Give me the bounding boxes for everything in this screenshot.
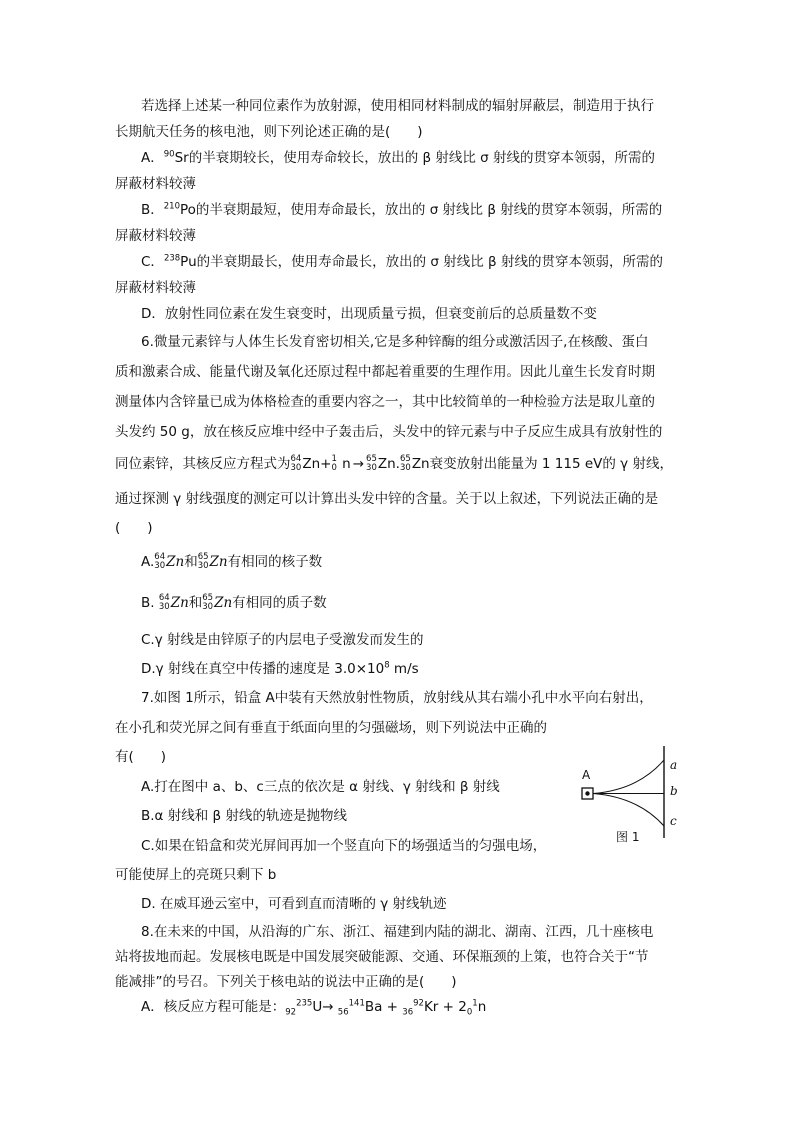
zn-symbol: Zn xyxy=(170,595,189,611)
mass-number: 141 xyxy=(348,998,365,1009)
q7-line-1: 7.如图 1所示，铅盒 A中装有天然放射性物质，放射线从其右端小孔中水平向右射出， xyxy=(141,690,653,706)
label-a-box: A xyxy=(582,768,591,782)
zn-symbol: Zn xyxy=(166,554,185,570)
exponent: 8 xyxy=(384,660,390,671)
label-a-point: a xyxy=(670,758,678,772)
mass-number: 210 xyxy=(163,201,180,212)
mass-number: 1 xyxy=(472,998,478,1009)
q7-option-c-line-1: C.如果在铅盒和荧光屏间再加一个竖直向下的场强适当的匀强电场， xyxy=(141,838,547,854)
option-text: Pu的半衰期最长，使用寿命最长，放出的 σ 射线比 β 射线的贯穿本领弱，所需的 xyxy=(180,254,663,270)
q7-option-a: A.打在图中 a、b、c三点的依次是 α 射线、γ 射线和 β 射线 xyxy=(141,779,500,795)
q8-line-2: 站将拔地而起。发展核电既是中国发展突破能源、交通、环保瓶颈的上策，也符合关于“节 xyxy=(115,949,649,965)
mass-number: 235 xyxy=(296,998,313,1009)
ray-c-path xyxy=(593,794,664,827)
atomic-number: 36 xyxy=(402,1007,414,1018)
u-symbol: U→ xyxy=(312,999,338,1015)
atomic-number: 0 xyxy=(466,1007,473,1018)
option-label: B． xyxy=(141,202,164,218)
intro-line-2: 长期航天任务的核电池，则下列论述正确的是( ) xyxy=(115,124,423,140)
q6-line-2: 质和激素合成、能量代谢及氧化还原过程中都起着重要的生理作用。因此儿童生长发育时期 xyxy=(115,364,655,380)
q6-line-4: 头发约 50 g，放在核反应堆中经中子轰击后，头发中的锌元素与中子反应生成具有放射性的 xyxy=(115,424,663,440)
mass-number: 92 xyxy=(413,998,424,1009)
neutron-nuclide: 1 0 xyxy=(331,454,337,473)
q5-option-b-line-2: 屏蔽材料较薄 xyxy=(115,228,196,244)
option-text: Sr的半衰期较长，使用寿命较长，放出的 β 射线比 σ 射线的贯穿本领弱，所需的 xyxy=(174,150,656,166)
unit-text: m/s xyxy=(389,661,419,677)
option-label: A．核反应方程可能是： xyxy=(141,999,286,1015)
q7-line-3: 有( ) xyxy=(115,749,167,765)
option-text: Po的半衰期最短，使用寿命最长，放出的 σ 射线比 β 射线的贯穿本领弱，所需的 xyxy=(180,202,663,218)
q6-option-b xyxy=(141,593,327,613)
option-label: A． xyxy=(141,150,164,166)
reaction-arrow: → xyxy=(352,456,365,472)
source-hole xyxy=(585,791,589,795)
q8-line-1: 8.在未来的中国，从沿海的广东、浙江、福建到内陆的湖北、湖南、江西，几十座核电 xyxy=(141,924,654,940)
q5-option-a-line-2: 屏蔽材料较薄 xyxy=(115,176,196,192)
label-c-point: c xyxy=(670,814,677,828)
option-label: B. xyxy=(141,595,155,611)
q6-option-d xyxy=(141,659,419,679)
q8-option-a xyxy=(141,997,486,1017)
q6-line-5-tail: Zn衰变放射出能量为 1 115 eV的 γ 射线， xyxy=(411,456,673,472)
intro-line-1: 若选择上述某一种同位素作为放射源，使用相同材料制成的辐射屏蔽层，制造用于执行 xyxy=(141,98,654,114)
and-text: 和 xyxy=(188,595,203,611)
q5-option-c-line-1 xyxy=(141,252,663,272)
option-label: C． xyxy=(141,254,164,270)
ray-a-path xyxy=(593,760,664,794)
q8-line-3: 能减排”的号召。下列关于核电站的说法中正确的是( ) xyxy=(115,974,457,990)
mass-number: 238 xyxy=(163,253,181,264)
zn65-nuclide-2: 65 30 xyxy=(399,454,411,473)
q6-line-5 xyxy=(115,454,673,474)
q5-option-a-line-1 xyxy=(141,148,655,168)
neutron-symbol: n xyxy=(477,999,487,1015)
option-text: D.γ 射线在真空中传播的速度是 3.0×10 xyxy=(141,661,385,677)
plus-sign: + xyxy=(320,456,332,472)
zn-symbol: Zn xyxy=(209,554,228,570)
q6-line-7: ( ) xyxy=(115,520,153,536)
zn64-nuclide: 64 30 xyxy=(158,593,170,612)
zn65-nuclide: 65 30 xyxy=(202,593,214,612)
q6-line-5-text: 同位素锌，其核反应方程式为 xyxy=(115,456,291,472)
q7-option-c-line-2: 可能使屏上的亮斑只剩下 b xyxy=(115,867,277,883)
q7-line-2: 在小孔和荧光屏之间有垂直于纸面向里的匀强磁场，则下列说法中正确的 xyxy=(115,720,547,736)
q6-line-3: 测量体内含锌量已成为体格检查的重要内容之一，其中比较简单的一种检验方法是取儿童的 xyxy=(115,394,655,410)
q6-line-1: 6.微量元素锌与人体生长发育密切相关,它是多种锌酶的组分或激活因子,在核酸、蛋白 xyxy=(141,334,649,350)
zn64-nuclide: 64 30 xyxy=(154,552,166,571)
option-text: 有相同的核子数 xyxy=(227,554,323,570)
figure-1-diagram xyxy=(578,742,688,842)
zn-symbol: Zn xyxy=(302,456,321,472)
zn-product-symbol: Zn. xyxy=(377,456,400,472)
zn65-nuclide: 65 30 xyxy=(197,552,209,571)
option-text: 有相同的质子数 xyxy=(232,595,327,611)
q6-option-c: C.γ 射线是由锌原子的内层电子受激发而发生的 xyxy=(141,632,424,648)
figure-caption: 图 1 xyxy=(616,830,640,844)
option-label: A. xyxy=(141,554,155,570)
neutron-symbol: n xyxy=(337,456,351,472)
q6-line-6: 通过探测 γ 射线强度的测定可以计算出头发中锌的含量。关于以上叙述，下列说法正确的是 xyxy=(115,491,659,507)
kr-symbol: Kr + 2 xyxy=(423,999,467,1015)
zn-symbol: Zn xyxy=(214,595,233,611)
mass-number: 90 xyxy=(163,149,175,160)
q5-option-b-line-1 xyxy=(141,200,662,220)
zn65-nuclide: 65 30 xyxy=(366,454,377,473)
zn64-nuclide: 64 30 xyxy=(290,454,302,473)
and-text: 和 xyxy=(184,554,198,570)
q5-option-c-line-2: 屏蔽材料较薄 xyxy=(115,280,196,296)
q7-option-b: B.α 射线和 β 射线的轨迹是抛物线 xyxy=(141,808,347,824)
ba-symbol: Ba + xyxy=(364,999,403,1015)
q5-option-d: D．放射性同位素在发生衰变时，出现质量亏损，但衰变前后的总质量数不变 xyxy=(141,306,597,322)
q6-option-a xyxy=(141,552,322,572)
atomic-number: 56 xyxy=(337,1007,349,1018)
label-b-point: b xyxy=(670,784,678,798)
q7-option-d: D. 在威耳逊云室中，可看到直而清晰的 γ 射线轨迹 xyxy=(141,896,447,912)
atomic-number: 92 xyxy=(285,1007,297,1018)
